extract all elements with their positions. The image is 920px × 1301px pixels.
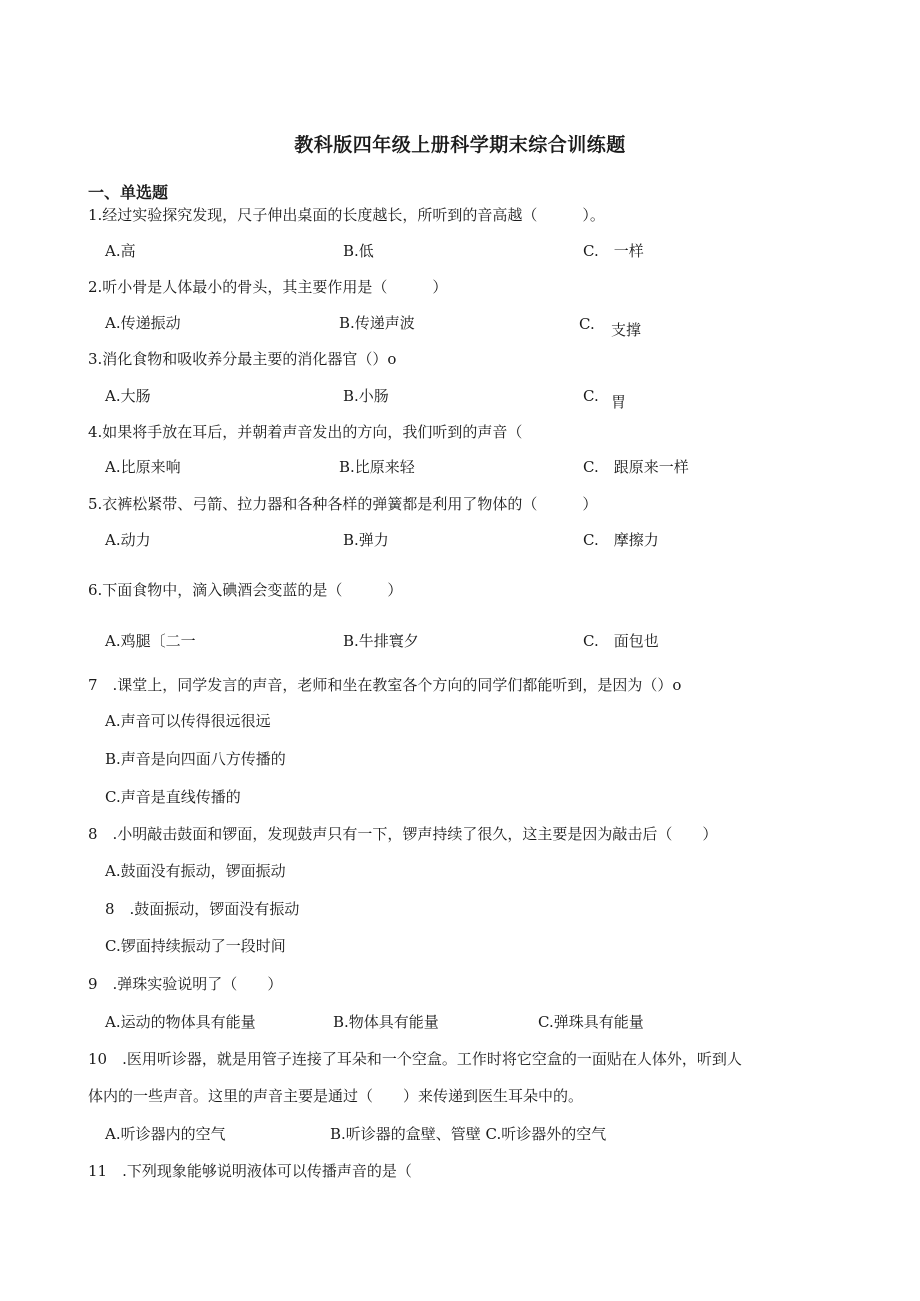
question-10-option-a: A.听诊器内的空气 <box>105 1125 226 1143</box>
question-10-option-b-c: B.听诊器的盒壁、管壁 C.听诊器外的空气 <box>330 1125 607 1143</box>
question-5-option-a: A.动力 <box>105 531 151 549</box>
question-2-option-c-text: 支撑 <box>611 321 642 339</box>
question-6-stem: 6.下面食物中，滴入碘酒会变蓝的是（ ） <box>88 581 403 599</box>
question-1-option-b: B.低 <box>343 242 374 260</box>
question-4-option-a: A.比原来响 <box>105 458 181 476</box>
question-2-stem: 2.听小骨是人体最小的骨头，其主要作用是（ ） <box>88 278 448 296</box>
question-6-option-b: B.牛排寰夕 <box>343 632 419 650</box>
question-3-option-b: B.小肠 <box>343 387 389 405</box>
question-2-option-c: C. <box>579 315 595 333</box>
question-5-stem: 5.衣裤松紧带、弓箭、拉力器和各种各样的弹簧都是利用了物体的（ ） <box>88 495 598 513</box>
question-11-stem: 11 .下列现象能够说明液体可以传播声音的是（ <box>88 1162 412 1180</box>
question-4-stem: 4.如果将手放在耳后，并朝着声音发出的方向，我们听到的声音（ <box>88 423 523 441</box>
question-8-option-c: C.锣面持续振动了一段时间 <box>105 937 286 955</box>
question-8-option-b: 8 .鼓面振动，锣面没有振动 <box>105 900 300 918</box>
question-10-stem: 10 .医用听诊器，就是用管子连接了耳朵和一个空盒。工作时将它空盒的一面贴在人体外，听到人 <box>88 1050 742 1068</box>
question-8-stem: 8 .小明敲击鼓面和锣面，发现鼓声只有一下，锣声持续了很久，这主要是因为敲击后（ ） <box>88 825 718 843</box>
question-5-option-b: B.弹力 <box>343 531 389 549</box>
question-1-option-a: A.高 <box>105 242 136 260</box>
question-9-option-a: A.运动的物体具有能量 <box>105 1013 256 1031</box>
question-4-option-c: C. 跟原来一样 <box>583 458 689 476</box>
question-7-stem: 7 .课堂上，同学发言的声音，老师和坐在教室各个方向的同学们都能听到，是因为（）o <box>88 676 682 694</box>
question-7-option-c: C.声音是直线传播的 <box>105 788 241 806</box>
question-9-option-c: C.弹珠具有能量 <box>538 1013 644 1031</box>
question-3-stem: 3.消化食物和吸收养分最主要的消化器官（）o <box>88 350 397 368</box>
question-3-option-c-text: 胃 <box>611 393 627 411</box>
question-10-stem-continued: 体内的一些声音。这里的声音主要是通过（ ）来传递到医生耳朵中的。 <box>88 1087 584 1105</box>
question-2-option-b: B.传递声波 <box>339 314 415 332</box>
document-title: 教科版四年级上册科学期末综合训练题 <box>294 134 626 156</box>
question-5-option-c: C. 摩擦力 <box>583 531 659 549</box>
question-8-option-a: A.鼓面没有振动，锣面振动 <box>105 862 286 880</box>
question-7-option-b: B.声音是向四面八方传播的 <box>105 750 286 768</box>
question-9-option-b: B.物体具有能量 <box>333 1013 439 1031</box>
question-2-option-a: A.传递振动 <box>105 314 181 332</box>
question-1-option-c: C. 一样 <box>583 242 644 260</box>
section-heading: 一、单选题 <box>88 183 169 202</box>
question-3-option-c: C. <box>583 387 599 405</box>
question-6-option-c: C. 面包也 <box>583 632 659 650</box>
question-1-stem: 1.经过实验探究发现，尺子伸出桌面的长度越长，所听到的音高越（ ）。 <box>88 206 605 224</box>
question-7-option-a: A.声音可以传得很远很远 <box>105 712 271 730</box>
question-9-stem: 9 .弹珠实验说明了（ ） <box>88 975 283 993</box>
question-4-option-b: B.比原来轻 <box>339 458 415 476</box>
question-6-option-a: A.鸡腿〔二一 <box>105 632 196 650</box>
question-3-option-a: A.大肠 <box>105 387 151 405</box>
